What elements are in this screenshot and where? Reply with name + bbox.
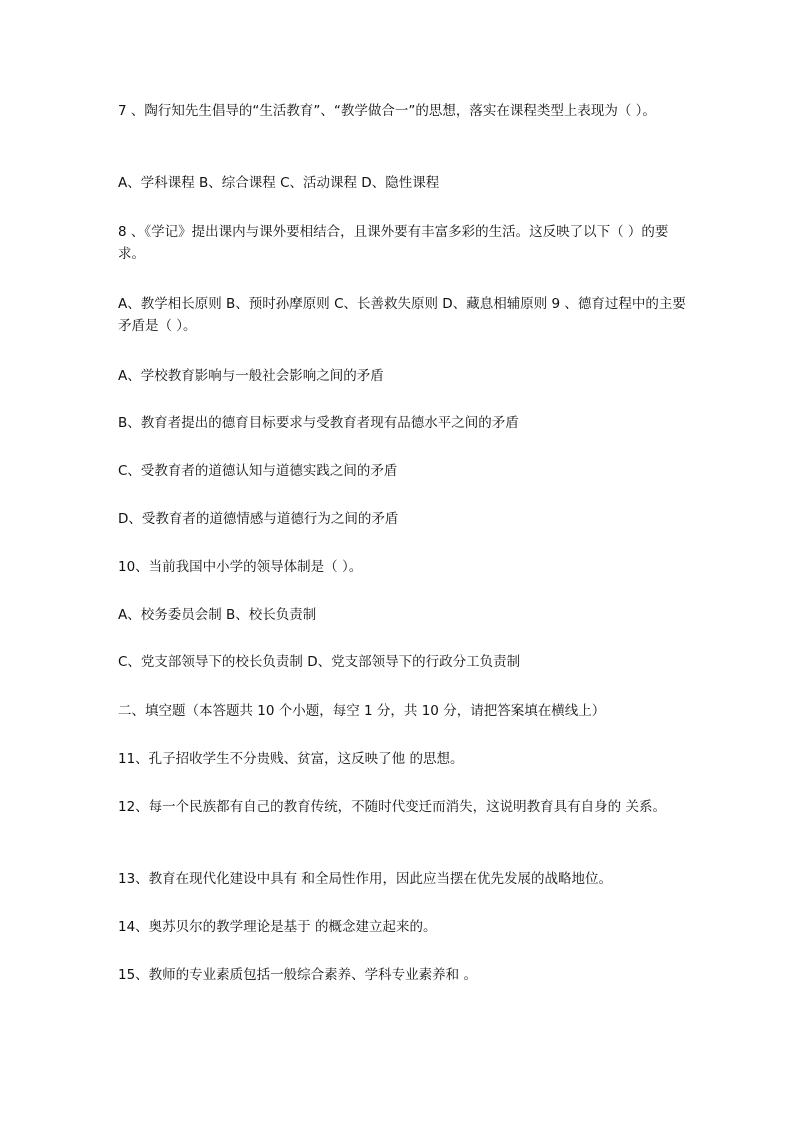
question-15: 15、教师的专业素质包括一般综合素养、学科专业素养和 。 — [118, 967, 477, 983]
question-14: 14、奥苏贝尔的教学理论是基于 的概念建立起来的。 — [118, 919, 437, 935]
question-9-option-a: A、学校教育影响与一般社会影响之间的矛盾 — [118, 368, 384, 384]
question-8-options-question-9: A、教学相长原则 B、预时孙摩原则 C、长善救失原则 D、藏息相辅原则 9 、德育过程中的主要矛盾是（ ）。 — [118, 296, 686, 334]
question-13: 13、教育在现代化建设中具有 和全局性作用，因此应当摆在优先发展的战略地位。 — [118, 871, 612, 887]
question-9-option-b: B、教育者提出的德育目标要求与受教育者现有品德水平之间的矛盾 — [118, 415, 519, 431]
question-9-option-d: D、受教育者的道德情感与道德行为之间的矛盾 — [118, 511, 399, 527]
question-10-options-ab: A、校务委员会制 B、校长负责制 — [118, 607, 317, 623]
question-10: 10、当前我国中小学的领导体制是（ ）。 — [118, 559, 363, 575]
question-11: 11、孔子招收学生不分贵贱、贫富，这反映了他 的思想。 — [118, 751, 464, 767]
question-10-options-cd: C、党支部领导下的校长负责制 D、党支部领导下的行政分工负责制 — [118, 654, 521, 670]
section-heading-fill-in: 二、填空题（本答题共 10 个小题，每空 1 分，共 10 分，请把答案填在横线上） — [118, 703, 606, 719]
question-8: 8 、《学记》提出课内与课外要相结合，且课外要有丰富多彩的生活。这反映了以下（ ）的要求。 — [118, 224, 669, 262]
question-12: 12、每一个民族都有自己的教育传统，不随时代变迁而消失，这说明教育具有自身的 关系。 — [118, 799, 666, 815]
question-9-option-c: C、受教育者的道德认知与道德实践之间的矛盾 — [118, 463, 398, 479]
question-7: 7 、陶行知先生倡导的“生活教育”、“教学做合一”的思想，落实在课程类型上表现为（ ）。 — [118, 103, 656, 119]
question-7-options: A、学科课程 B、综合课程 C、活动课程 D、隐性课程 — [118, 175, 440, 191]
